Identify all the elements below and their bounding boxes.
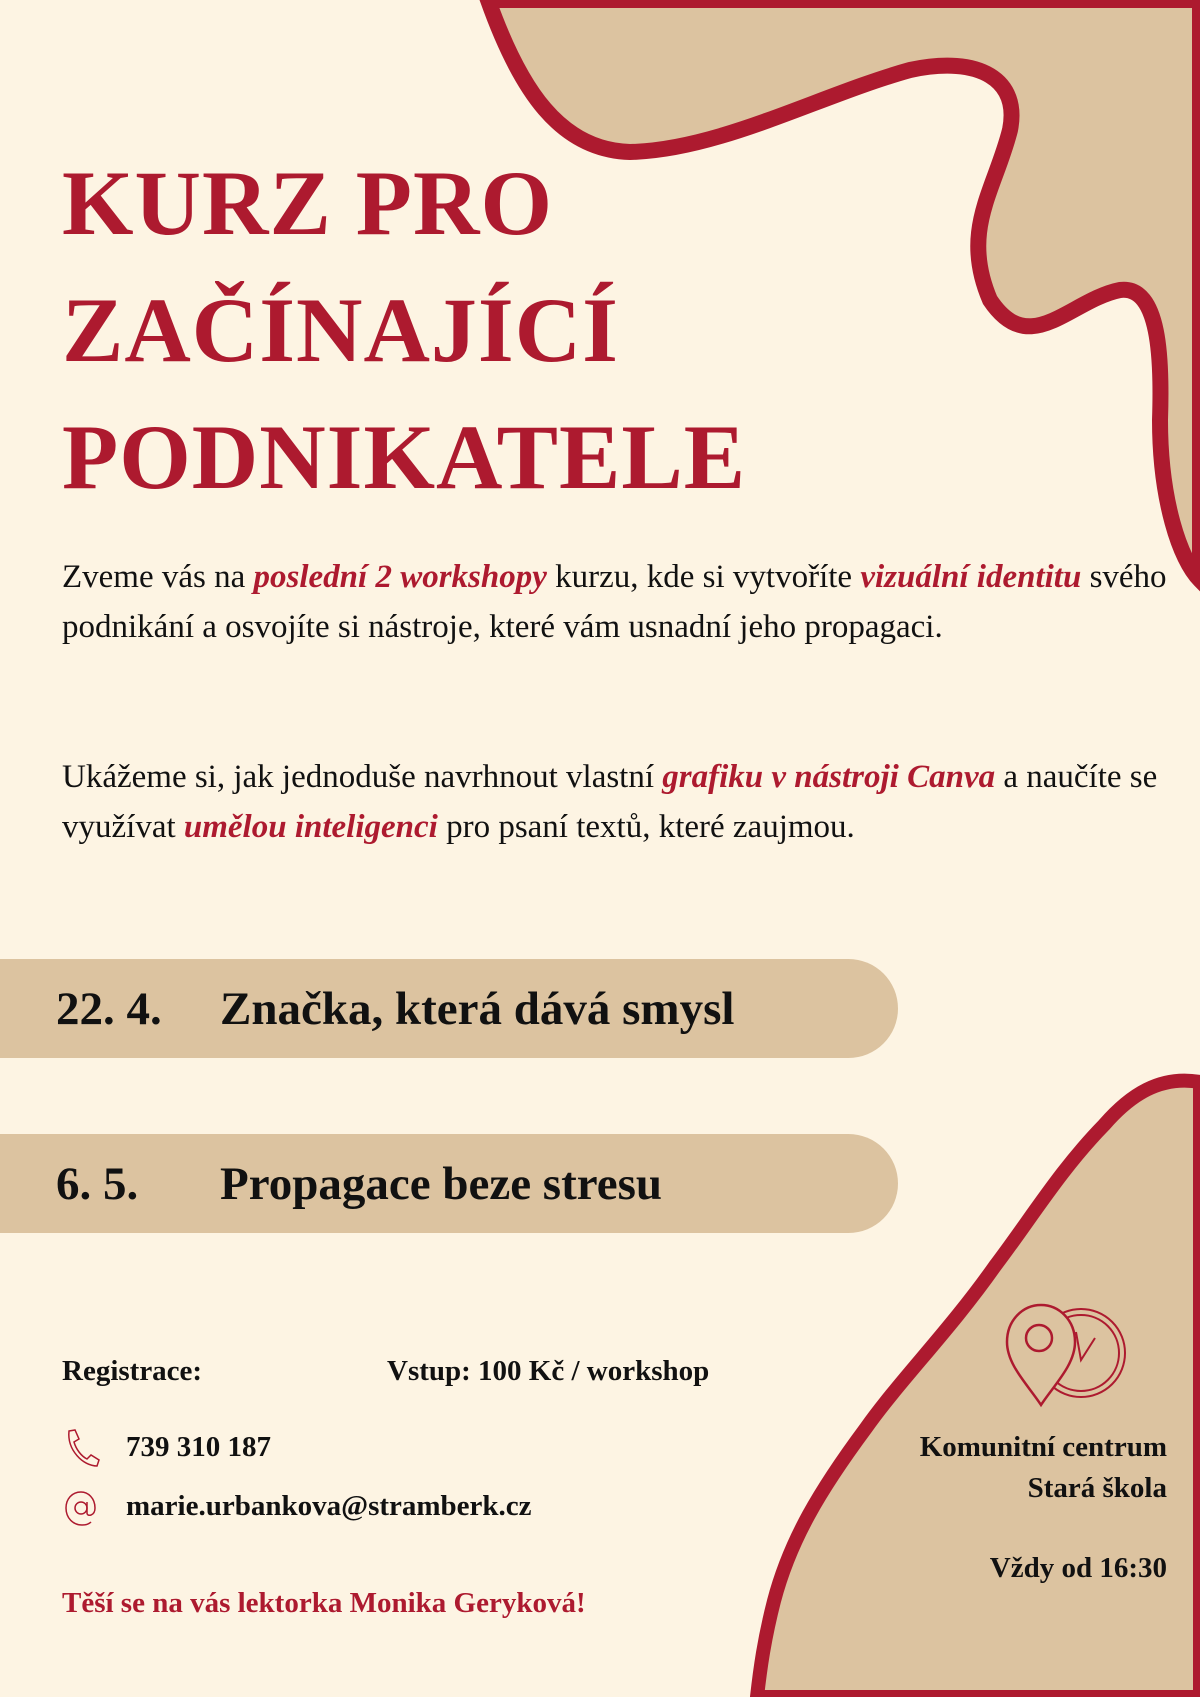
text: pro psaní textů, které zaujmou. (437, 809, 855, 845)
location-clock-icon (1003, 1300, 1128, 1410)
title-line: ZAČÍNAJÍCÍ (62, 279, 619, 381)
workshop-date: 22. 4. (56, 982, 162, 1035)
highlight: umělou inteligenci (183, 809, 438, 845)
lecturer-greeting: Těší se na vás lektorka Monika Geryková! (62, 1587, 586, 1619)
entry-fee: Vstup: 100 Kč / workshop (387, 1355, 710, 1387)
workshop-banner (0, 1134, 898, 1233)
title-line: PODNIKATELE (62, 406, 747, 508)
text: Ukážeme si, jak jednoduše navrhnout vlastní (62, 759, 663, 795)
text: svého podnikání a osvojíte si nástroje, které vám usnadní jeho propagaci. (62, 559, 1167, 645)
text: Zveme vás na (62, 559, 254, 595)
text: kurzu, kde si vytvoříte (546, 559, 861, 595)
phone-icon (63, 1428, 101, 1468)
workshop-date: 6. 5. (56, 1157, 139, 1210)
highlight: vizuální identitu (860, 559, 1082, 595)
title-line: KURZ PRO (62, 152, 553, 254)
details-paragraph (62, 752, 1172, 852)
venue-name-2: Stará škola (1027, 1472, 1167, 1504)
email-address[interactable]: marie.urbankova@stramberk.cz (126, 1490, 532, 1522)
workshop-name: Značka, která dává smysl (220, 982, 735, 1035)
start-time: Vždy od 16:30 (989, 1552, 1167, 1584)
highlight: poslední 2 workshopy (253, 559, 547, 595)
at-icon (63, 1488, 99, 1528)
registration-label: Registrace: (62, 1355, 203, 1387)
workshop-banner (0, 959, 898, 1058)
intro-paragraph (62, 552, 1172, 652)
page-title (62, 140, 746, 521)
highlight: grafiku v nástroji Canva (662, 759, 996, 795)
venue-name: Komunitní centrum (919, 1431, 1167, 1463)
phone-number[interactable]: 739 310 187 (126, 1431, 271, 1463)
text: a naučíte se využívat (62, 759, 1158, 845)
workshop-name: Propagace beze stresu (220, 1157, 663, 1210)
